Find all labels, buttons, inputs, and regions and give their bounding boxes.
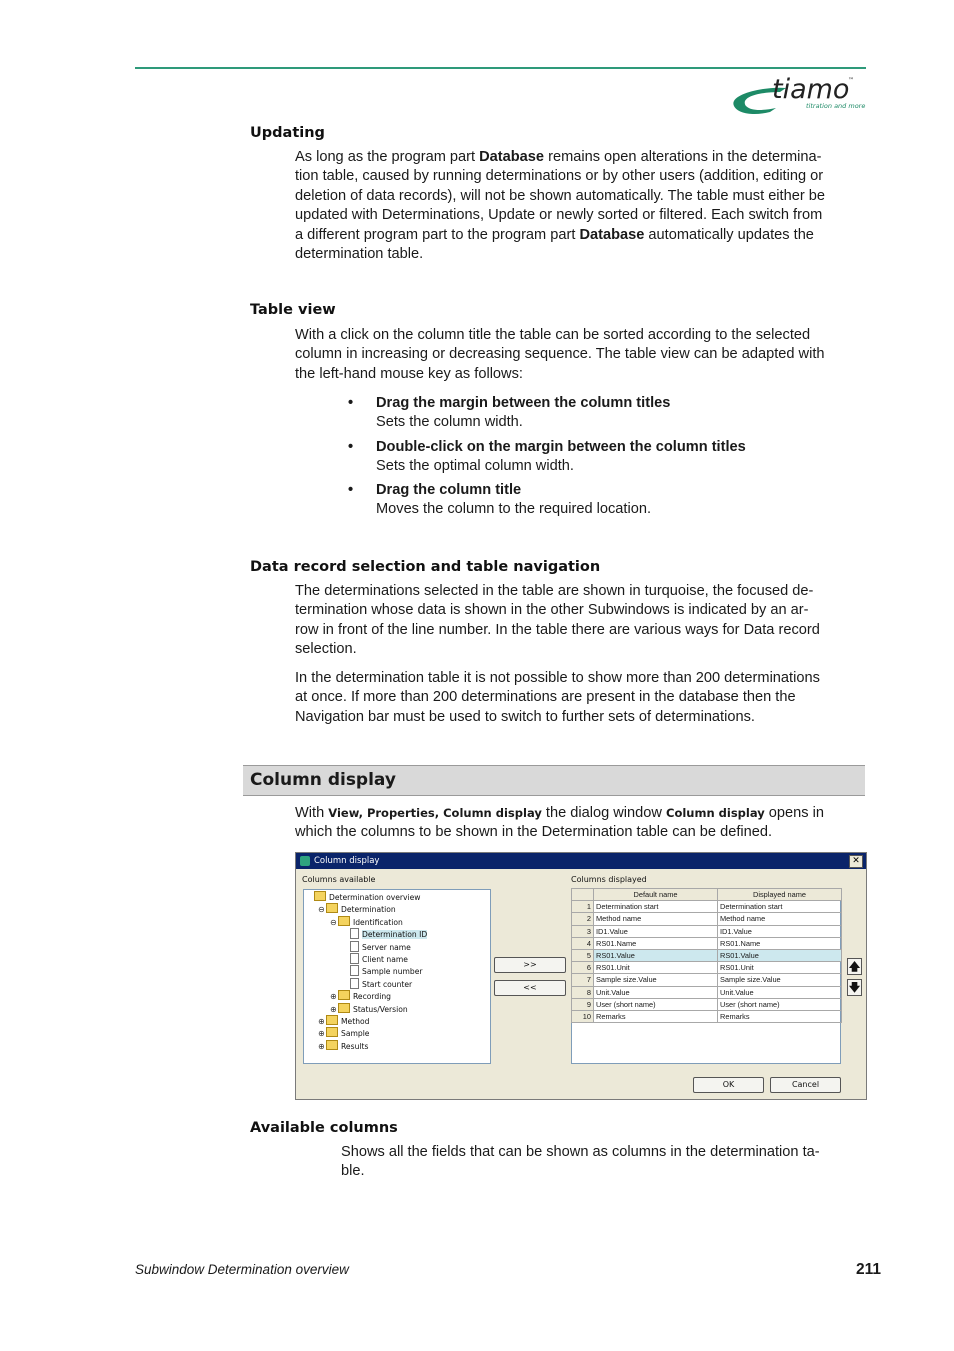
heading-available-columns: Available columns: [250, 1120, 398, 1136]
available-columns-paragraph: Shows all the fields that can be shown as columns in the determination ta- ble.: [341, 1144, 820, 1180]
ok-button[interactable]: OK: [693, 1077, 764, 1093]
tree-item-label: Server name: [362, 942, 411, 952]
updating-line: As long as the program part Database remains open alterations in the determina-: [295, 149, 822, 165]
tree-item-label: Determination ID: [362, 930, 428, 940]
updating-line: a different program part to the program part Database automatically updates the: [295, 226, 814, 243]
header-rule: [135, 67, 866, 69]
document-icon: [350, 965, 359, 976]
dialog-name: Column display: [666, 806, 765, 820]
tree-item-label: Identification: [353, 917, 403, 927]
updating-line: deletion of data records), will not be shown automatically. The table must either be: [295, 187, 825, 204]
table-row[interactable]: [572, 1010, 842, 1022]
folder-icon: [338, 1003, 350, 1013]
row-number[interactable]: 8: [572, 986, 594, 998]
section-bar-column-display: [243, 765, 865, 796]
page-number: 211: [856, 1261, 882, 1278]
displayed-name-cell[interactable]: Method name: [718, 913, 842, 925]
tree-item[interactable]: [306, 891, 421, 903]
bullet-icon: •: [348, 482, 354, 498]
row-number[interactable]: 7: [572, 974, 594, 986]
columns-displayed-label: Columns displayed: [571, 875, 647, 884]
logo-tm: ™: [848, 77, 854, 84]
table-row[interactable]: [572, 925, 842, 937]
tree-item[interactable]: [342, 928, 427, 940]
displayed-name-cell[interactable]: ID1.Value: [718, 925, 842, 937]
tree-item-label: Recording: [353, 992, 391, 1002]
default-name-cell[interactable]: Sample size.Value: [594, 974, 718, 986]
header-default-name[interactable]: Default name: [594, 889, 718, 901]
tree-item-label: Start counter: [362, 979, 413, 989]
default-name-cell[interactable]: Method name: [594, 913, 718, 925]
folder-icon: [326, 1027, 338, 1037]
updating-line: tion table, caused by running determinations or by other users (addition, editing or: [295, 168, 824, 185]
tiamo-logo: [726, 72, 868, 118]
default-name-cell[interactable]: Remarks: [594, 1010, 718, 1022]
tree-item[interactable]: [330, 1003, 408, 1015]
folder-icon: [326, 1040, 338, 1050]
database-term: Database: [479, 149, 545, 165]
tree-item-label: Status/Version: [353, 1004, 408, 1014]
columns-tree[interactable]: [303, 889, 491, 1064]
table-row[interactable]: [572, 986, 842, 998]
expand-icon[interactable]: ⊕: [318, 1029, 325, 1039]
row-number[interactable]: 9: [572, 998, 594, 1010]
table-row[interactable]: [572, 913, 842, 925]
row-number[interactable]: 2: [572, 913, 594, 925]
data-record-paragraph-2: In the determination table it is not possible to show more than 200 determinations at once. If more than 200 determinations are present in the database then the Navigation bar must be used to switch to further sets of determinations.: [295, 670, 820, 725]
tree-item-label: Results: [341, 1041, 369, 1051]
table-row[interactable]: [572, 937, 842, 949]
displayed-name-cell[interactable]: RS01.Value: [718, 949, 842, 961]
table-row[interactable]: [572, 949, 842, 961]
tree-item-label: Determination: [341, 905, 396, 915]
logo-tagline: titration and more: [806, 102, 866, 110]
tree-item[interactable]: [318, 903, 396, 915]
table-row[interactable]: [572, 962, 842, 974]
displayed-name-cell[interactable]: User (short name): [718, 998, 842, 1010]
columns-available-label: Columns available: [302, 875, 376, 884]
updating-line: updated with Determinations, Update or newly sorted or filtered. Each switch from: [295, 207, 823, 224]
tree-item[interactable]: [318, 1015, 369, 1027]
row-number[interactable]: 1: [572, 901, 594, 913]
default-name-cell[interactable]: Unit.Value: [594, 986, 718, 998]
folder-icon: [338, 990, 350, 1000]
table-view-paragraph: With a click on the column title the table can be sorted according to the selected column in increasing or decreasing sequence. The table view can be adapted with the left-hand mouse key as follows:: [295, 327, 825, 382]
tree-item-label: Method: [341, 1017, 370, 1026]
expand-icon[interactable]: ⊕: [318, 1041, 325, 1051]
tree-item[interactable]: [342, 965, 423, 977]
bullet-item: • Double-click on the margin between the column titles Sets the optimal column width.: [348, 439, 746, 475]
displayed-name-cell[interactable]: Determination start: [718, 901, 842, 913]
row-number[interactable]: 10: [572, 1010, 594, 1022]
tree-item[interactable]: [342, 953, 408, 965]
cancel-button[interactable]: Cancel: [770, 1077, 841, 1093]
row-number[interactable]: 4: [572, 937, 594, 949]
menu-path: View, Properties, Column display: [328, 806, 542, 820]
folder-icon: [338, 916, 350, 926]
bullet-icon: •: [348, 395, 354, 411]
bullet-item: • Drag the margin between the column titles Sets the column width.: [348, 395, 671, 431]
folder-icon: [326, 1015, 338, 1025]
data-record-paragraph-1: The determinations selected in the table are shown in turquoise, the focused de- termination whose data is shown in the other Subwindows is indicated by an ar- row in front of the line number. In the table there are various ways for Data record selection.: [295, 583, 820, 658]
close-icon[interactable]: ✕: [849, 855, 863, 868]
heading-updating: Updating: [250, 125, 325, 141]
displayed-name-cell[interactable]: Unit.Value: [718, 986, 842, 998]
collapse-icon[interactable]: ⊖: [318, 905, 325, 915]
move-up-icon[interactable]: 🡅: [848, 960, 861, 973]
tree-item[interactable]: [330, 916, 403, 928]
row-number[interactable]: 6: [572, 962, 594, 974]
app-icon: [300, 856, 310, 866]
document-icon: [350, 941, 359, 952]
heading-data-record: Data record selection and table navigation: [250, 559, 601, 575]
tree-item-label: Client name: [362, 955, 408, 964]
tree-item[interactable]: [318, 1027, 369, 1039]
expand-icon[interactable]: ⊕: [330, 992, 337, 1002]
logo-wordmark: tiamo: [772, 74, 850, 105]
tree-item-label: Sample: [341, 1029, 370, 1039]
default-name-cell[interactable]: User (short name): [594, 998, 718, 1010]
heading-column-display: Column display: [250, 770, 396, 790]
tree-item-label: Sample number: [362, 967, 423, 977]
collapse-icon[interactable]: ⊖: [330, 917, 337, 927]
bullet-item: • Drag the column title Moves the column to the required location.: [348, 482, 652, 518]
default-name-cell[interactable]: RS01.Unit: [594, 962, 718, 974]
displayed-name-cell[interactable]: RS01.Unit: [718, 962, 842, 974]
heading-table-view: Table view: [250, 302, 336, 318]
displayed-name-cell[interactable]: Sample size.Value: [718, 974, 842, 986]
default-name-cell[interactable]: ID1.Value: [594, 925, 718, 937]
updating-paragraph: [295, 148, 825, 264]
updating-line: determination table.: [295, 246, 424, 263]
tree-item[interactable]: [330, 990, 391, 1002]
table-row[interactable]: [572, 974, 842, 986]
displayed-name-cell[interactable]: Remarks: [718, 1010, 842, 1022]
remove-column-button[interactable]: <<: [494, 980, 566, 996]
table-row[interactable]: [572, 901, 842, 913]
footer-section-title: Subwindow Determination overview: [135, 1262, 349, 1277]
document-icon: [350, 978, 359, 989]
displayed-name-cell[interactable]: RS01.Name: [718, 937, 842, 949]
dialog-title: Column display: [314, 856, 380, 866]
column-display-intro: With View, Properties, Column display the dialog window Column display opens in which the columns to be shown in the Determination table can be defined.: [295, 805, 824, 841]
document-icon: [350, 953, 359, 964]
tree-item[interactable]: [342, 941, 411, 953]
tree-item-label: Determination overview: [329, 893, 421, 902]
table-corner: [572, 889, 594, 901]
expand-icon[interactable]: ⊕: [318, 1017, 325, 1026]
row-number[interactable]: 3: [572, 925, 594, 937]
folder-icon: [314, 891, 326, 901]
columns-displayed-table[interactable]: [571, 888, 842, 1023]
default-name-cell[interactable]: RS01.Name: [594, 937, 718, 949]
expand-icon[interactable]: ⊕: [330, 1004, 337, 1014]
table-row[interactable]: [572, 998, 842, 1010]
default-name-cell[interactable]: RS01.Value: [594, 949, 718, 961]
default-name-cell[interactable]: Determination start: [594, 901, 718, 913]
bullet-icon: •: [348, 439, 354, 455]
dialog-titlebar: [296, 853, 866, 869]
folder-icon: [326, 903, 338, 913]
move-down-icon[interactable]: 🡇: [848, 981, 861, 994]
add-column-button[interactable]: >>: [494, 957, 566, 973]
document-icon: [350, 928, 359, 939]
tree-item[interactable]: [342, 978, 412, 990]
row-number[interactable]: 5: [572, 949, 594, 961]
tree-item[interactable]: [318, 1040, 368, 1052]
database-term: Database: [579, 226, 645, 243]
header-displayed-name[interactable]: Displayed name: [718, 889, 842, 901]
